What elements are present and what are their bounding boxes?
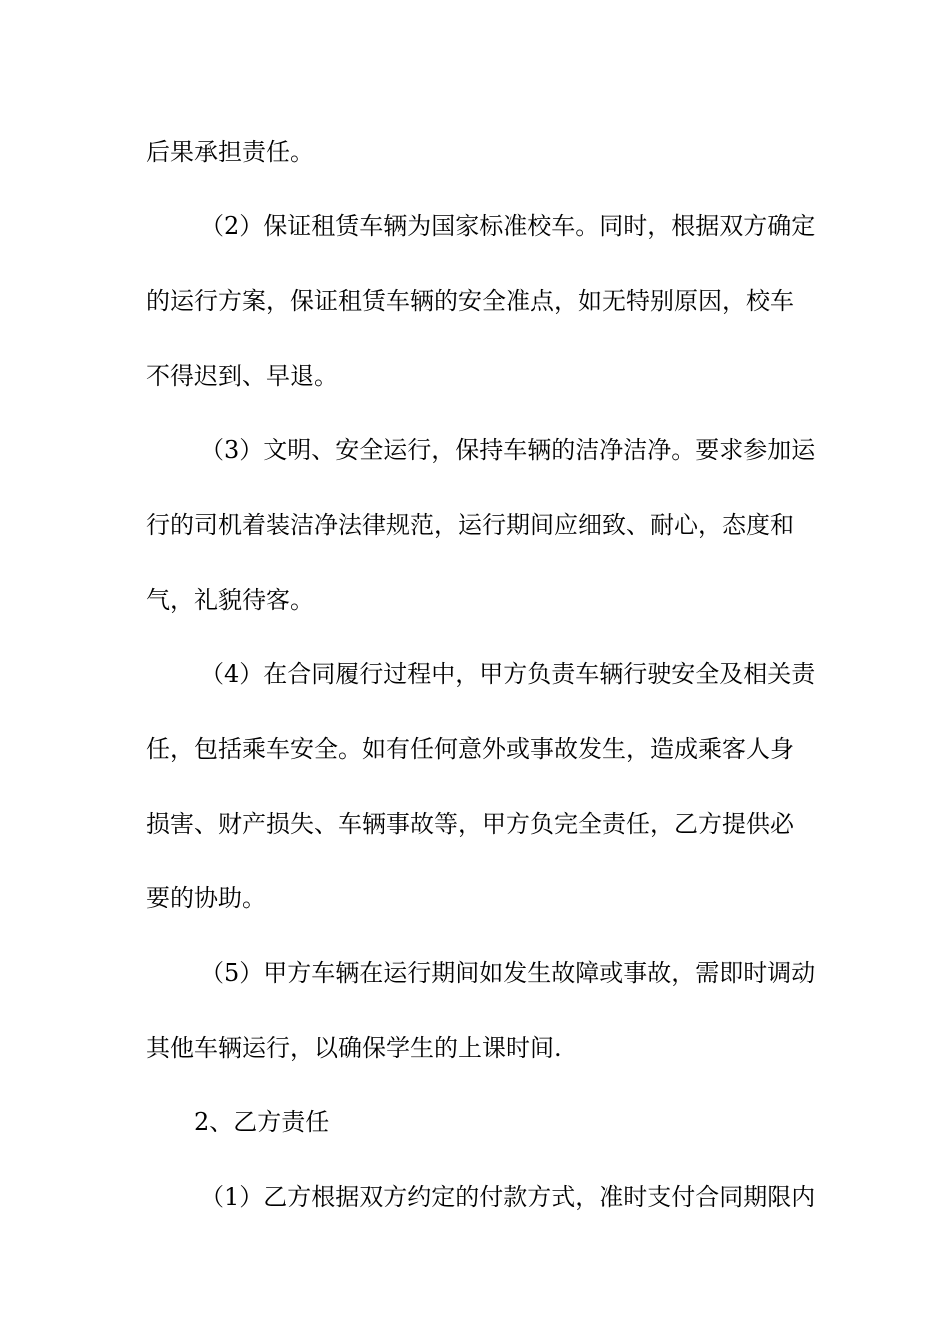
text-line: 其他车辆运行，以确保学生的上课时间. — [146, 1034, 562, 1062]
clause-1-start: （1）乙方根据双方约定的付款方式，准时支付合同期限内 — [200, 1183, 816, 1211]
text-line: 损害、财产损失、车辆事故等，甲方负完全责任，乙方提供必 — [146, 810, 794, 838]
text-line: 后果承担责任。 — [146, 138, 314, 166]
text-line: 气，礼貌待客。 — [146, 586, 314, 614]
text-line: 的运行方案，保证租赁车辆的安全准点，如无特别原因，校车 — [146, 287, 794, 315]
text-line: 要的协助。 — [146, 884, 266, 912]
clause-2-start: （2）保证租赁车辆为国家标准校车。同时，根据双方确定 — [200, 212, 816, 240]
text-line: 任，包括乘车安全。如有任何意外或事故发生，造成乘客人身 — [146, 735, 794, 763]
text-line: 不得迟到、早退。 — [146, 362, 338, 390]
clause-3-start: （3）文明、安全运行，保持车辆的洁净洁净。要求参加运 — [200, 436, 816, 464]
clause-5-start: （5）甲方车辆在运行期间如发生故障或事故，需即时调动 — [200, 959, 816, 987]
clause-4-start: （4）在合同履行过程中，甲方负责车辆行驶安全及相关责 — [200, 660, 816, 688]
text-line: 行的司机着装洁净法律规范，运行期间应细致、耐心，态度和 — [146, 511, 794, 539]
section-heading: 2、乙方责任 — [194, 1108, 330, 1136]
